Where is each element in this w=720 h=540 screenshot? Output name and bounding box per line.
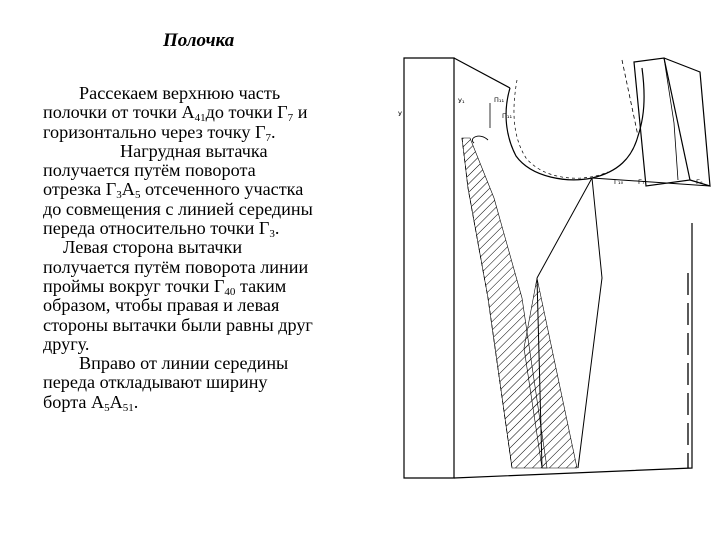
paragraph [43, 238, 365, 354]
paragraph [43, 84, 365, 142]
text-line: образом, чтобы правая и левая [43, 295, 280, 316]
text-line: Рассекаем верхнюю часть [79, 83, 281, 103]
text-line: получается путём поворота [43, 160, 256, 181]
text-line: Вправо от линии середины [79, 353, 289, 374]
paragraph [43, 140, 365, 241]
text-line: борта $А_5А_{51}$. [43, 391, 139, 414]
label-g7: Г₇ [638, 178, 645, 186]
shoulder-line [454, 58, 510, 88]
text-line: полочки от точки $А_{41}до$ точки $Г_7$ и [43, 102, 308, 125]
text-line: отрезка $Г_3А_5$ отсеченного участка [43, 179, 304, 202]
pattern-svg [392, 48, 717, 488]
upper-right-piece-3 [622, 60, 638, 136]
dart-line-2 [578, 178, 602, 468]
label-g6: Г₆ [696, 178, 703, 186]
text-line: другу. [43, 333, 90, 354]
label-u: У [398, 110, 402, 118]
pattern-drawing [392, 48, 717, 488]
upper-right-piece [634, 58, 690, 186]
dart-line-3 [537, 178, 592, 278]
paragraph [43, 354, 365, 412]
front-outline [404, 58, 454, 478]
text-line: проймы вокруг точки $Г_{40}$ таким [43, 275, 287, 298]
label-p1: П₁₁ [494, 96, 505, 104]
neckline [506, 68, 644, 180]
neckline-dashed [514, 80, 608, 178]
text-line: переда относительно точки $Г_3$. [43, 218, 280, 241]
text-line: Левая сторона вытачки [63, 237, 243, 258]
page-title: Полочка [163, 30, 235, 51]
rotation-arrow [472, 136, 488, 143]
body-text [43, 84, 365, 412]
label-g10: Г₁₀ [614, 178, 624, 186]
label-u1: У₁ [458, 97, 465, 105]
text-line: получается путём поворота линии [43, 256, 309, 277]
label-p2: П₁₁ [502, 112, 513, 120]
upper-right-piece-4 [664, 58, 678, 180]
text-line: Нагрудная вытачка [120, 140, 268, 161]
text-line: горизонтально через точку $Г_7$. [43, 121, 276, 144]
text-line: стороны вытачки были равны друг [43, 314, 313, 335]
text-line: переда откладывают ширину [43, 372, 268, 393]
text-line: до совмещения с линией середины [43, 198, 313, 219]
